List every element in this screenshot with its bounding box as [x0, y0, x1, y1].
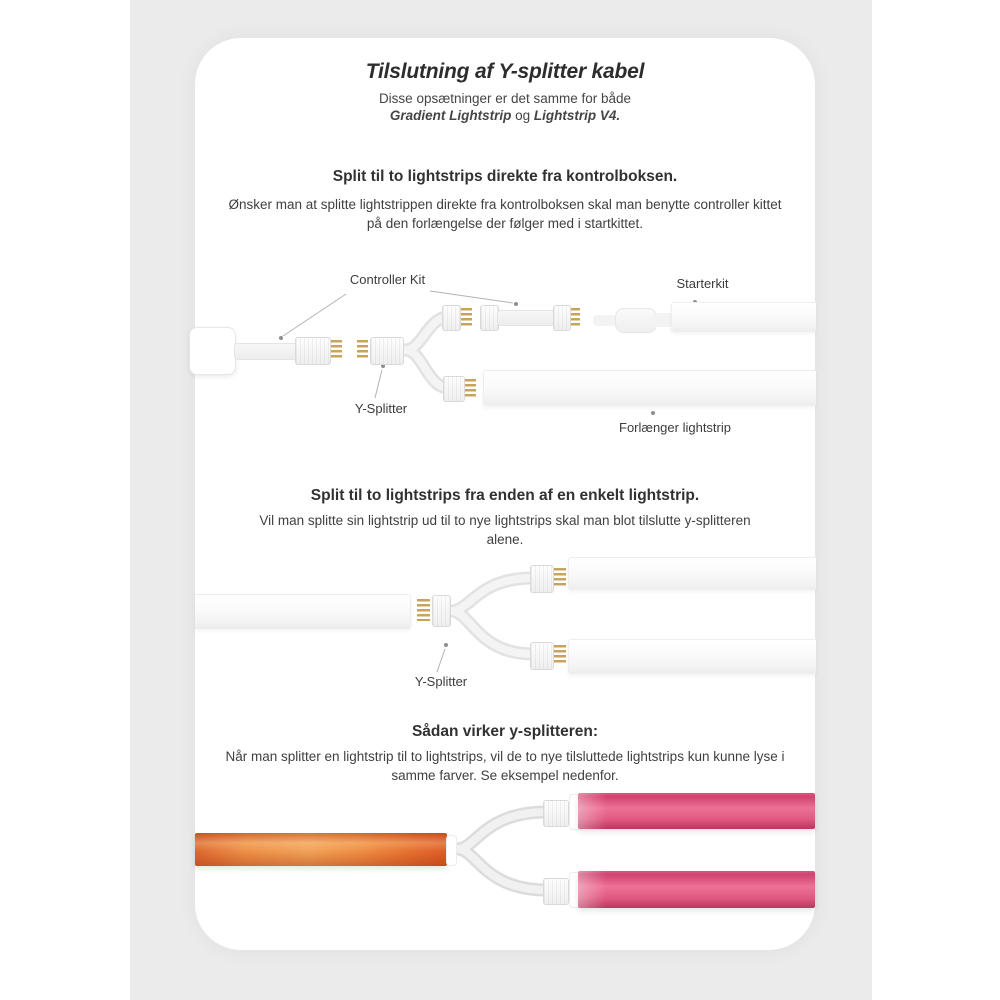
starterkit-lightstrip — [671, 302, 816, 332]
controller-kit-end-connector — [553, 305, 571, 331]
connector-pins — [571, 308, 580, 326]
connector-pins — [331, 340, 342, 360]
diagram-color-example — [195, 780, 815, 945]
subtitle-line1: Disse opsætninger er det samme for både — [378, 91, 632, 106]
orange-strip-end-cap — [446, 835, 457, 866]
connector-pins — [554, 645, 566, 665]
connector-pins — [357, 340, 368, 360]
subtitle-line2 — [195, 108, 815, 123]
starterkit-plug-neck — [593, 315, 617, 326]
new-lightstrip-lower — [568, 639, 816, 674]
page-title: Tilslutning af Y-splitter kabel — [365, 60, 645, 83]
section2-heading: Split til to lightstrips fra enden af en enkelt lightstrip. — [310, 487, 700, 504]
y-splitter-lower-connector — [543, 878, 569, 905]
source-lightstrip — [195, 594, 411, 629]
product-name-v4: Lightstrip V4. — [533, 108, 621, 123]
section1-body: Ønsker man at splitte lightstrippen direkte fra kontrolboksen skal man benytte controller kittet på den forlængelse der følger med i startkittet. — [228, 197, 782, 231]
starterkit-plug-taper — [653, 313, 673, 327]
y-splitter-input-connector — [432, 595, 451, 627]
section3-heading: Sådan virker y-splitteren: — [411, 723, 599, 740]
connector-pins — [417, 599, 430, 621]
pink-lightstrip-lower — [578, 871, 815, 908]
y-splitter-input-connector — [370, 337, 404, 365]
subtitle-connector-word: og — [511, 108, 534, 123]
y-splitter-lower-connector — [443, 376, 465, 402]
controller-box — [189, 327, 236, 375]
new-lightstrip-upper — [568, 557, 816, 590]
diagram-split-from-controlbox — [195, 260, 815, 455]
y-splitter-label-1: Y-Splitter — [354, 401, 408, 416]
instruction-card — [195, 38, 815, 950]
y-splitter-label-2: Y-Splitter — [414, 674, 468, 689]
extension-strip-label: Forlænger lightstrip — [619, 420, 731, 435]
controller-cable — [234, 343, 298, 360]
connector — [295, 337, 331, 365]
y-splitter-lower-connector — [530, 642, 554, 670]
y-splitter-upper-connector — [442, 305, 461, 331]
starterkit-plug-body — [615, 308, 657, 333]
section2-body: Vil man splitte sin lightstrip ud til to nye lightstrips skal man blot tilslutte y-splitteren alene. — [259, 513, 751, 547]
y-splitter-upper-connector — [543, 800, 569, 827]
connector-pins — [554, 568, 566, 588]
product-name-gradient: Gradient Lightstrip — [389, 108, 512, 123]
diagram-split-from-strip-end — [195, 550, 815, 700]
connector-pins — [461, 308, 472, 326]
controller-kit-cable — [497, 310, 555, 326]
starterkit-label: Starterkit — [676, 276, 729, 291]
connector-pins — [465, 379, 476, 397]
y-splitter-upper-connector — [530, 565, 554, 593]
section3-body: Når man splitter en lightstrip til to lightstrips, vil de to nye tilsluttede lightstrips kun kunne lyse i samme farver. Se eksempel nedenfor. — [225, 749, 785, 783]
section1-heading: Split til to lightstrips direkte fra kontrolboksen. — [332, 168, 678, 185]
extension-lightstrip — [483, 370, 816, 406]
orange-gradient-lightstrip — [195, 833, 447, 866]
controller-kit-label: Controller Kit — [349, 272, 426, 287]
pink-lightstrip-upper — [578, 793, 815, 829]
